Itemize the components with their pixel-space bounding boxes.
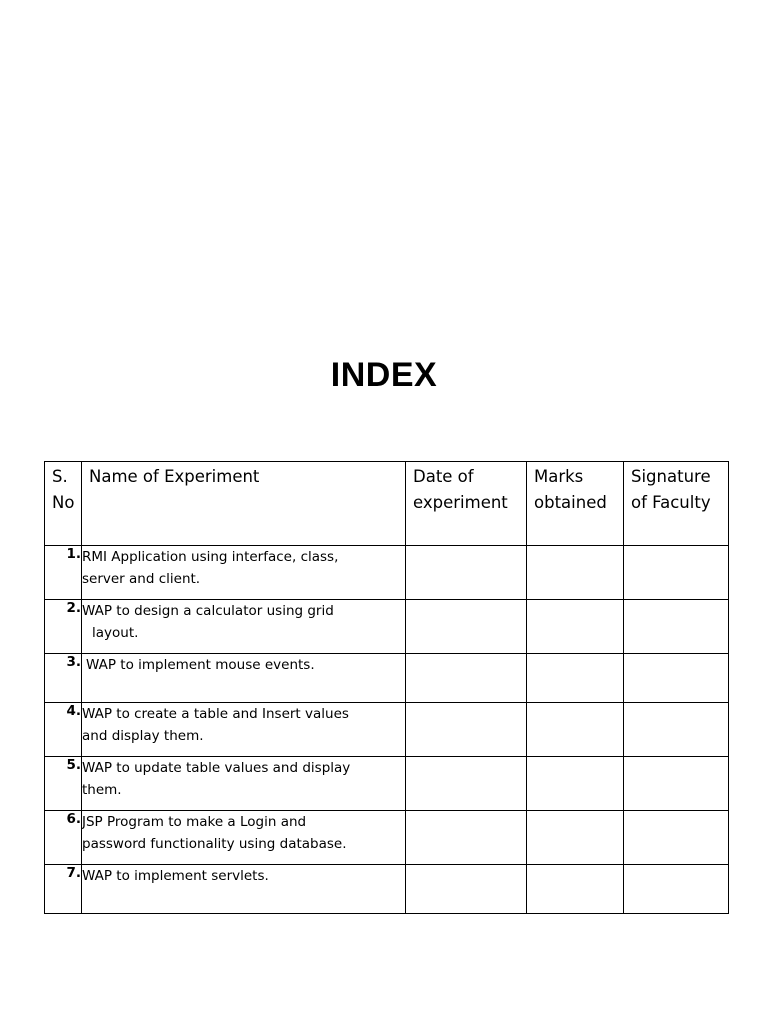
- marks-cell: [527, 811, 624, 865]
- header-sno: S.No: [45, 462, 82, 546]
- signature-cell: [624, 600, 729, 654]
- marks-cell: [527, 654, 624, 703]
- experiment-name-line1: WAP to update table values and display: [82, 760, 351, 776]
- date-cell: [406, 865, 527, 914]
- experiment-name-line1: RMI Application using interface, class,: [82, 549, 339, 565]
- experiment-name-line2: layout.: [92, 625, 139, 641]
- marks-cell: [527, 757, 624, 811]
- header-date-of-experiment: Date of experiment: [406, 462, 527, 546]
- page-title: INDEX: [330, 356, 438, 394]
- experiment-name-line1: WAP to design a calculator using grid: [82, 603, 334, 619]
- table-row: [45, 600, 729, 654]
- table-row: [45, 654, 729, 703]
- experiment-name-line2: and display them.: [82, 728, 204, 744]
- experiment-name-line2: server and client.: [82, 571, 201, 587]
- header-marks-obtained: Marks obtained: [527, 462, 624, 546]
- signature-cell: [624, 811, 729, 865]
- table-row: [45, 546, 729, 600]
- row-sno: 1.: [45, 546, 82, 600]
- row-sno: 7.: [45, 865, 82, 914]
- row-sno: 2.: [45, 600, 82, 654]
- row-sno: 4.: [45, 703, 82, 757]
- signature-cell: [624, 654, 729, 703]
- header-name-of-experiment: Name of Experiment: [82, 462, 406, 546]
- experiment-name: [82, 757, 406, 811]
- experiment-name-line1: WAP to implement mouse events.: [86, 657, 315, 673]
- table-row: [45, 757, 729, 811]
- experiment-name: [82, 703, 406, 757]
- row-sno: 5.: [45, 757, 82, 811]
- table-row: [45, 811, 729, 865]
- marks-cell: [527, 865, 624, 914]
- header-signature-of-faculty: Signature of Faculty: [624, 462, 729, 546]
- index-table: [44, 461, 729, 914]
- row-sno: 3.: [45, 654, 82, 703]
- experiment-name-line1: JSP Program to make a Login and: [82, 814, 307, 830]
- date-cell: [406, 654, 527, 703]
- signature-cell: [624, 865, 729, 914]
- signature-cell: [624, 757, 729, 811]
- date-cell: [406, 546, 527, 600]
- date-cell: [406, 757, 527, 811]
- date-cell: [406, 600, 527, 654]
- table-row: [45, 865, 729, 914]
- marks-cell: [527, 600, 624, 654]
- experiment-name-line2: them.: [82, 782, 122, 798]
- experiment-name: [82, 600, 406, 654]
- date-cell: [406, 811, 527, 865]
- signature-cell: [624, 703, 729, 757]
- experiment-name: [82, 811, 406, 865]
- date-cell: [406, 703, 527, 757]
- signature-cell: [624, 546, 729, 600]
- table-header-row: [45, 462, 729, 546]
- experiment-name: [82, 865, 406, 914]
- marks-cell: [527, 546, 624, 600]
- experiment-name: [82, 654, 406, 703]
- table-row: [45, 703, 729, 757]
- marks-cell: [527, 703, 624, 757]
- row-sno: 6.: [45, 811, 82, 865]
- experiment-name: [82, 546, 406, 600]
- experiment-name-line1: WAP to create a table and Insert values: [82, 706, 349, 722]
- experiment-name-line1: WAP to implement servlets.: [82, 868, 269, 884]
- experiment-name-line2: password functionality using database.: [82, 836, 347, 852]
